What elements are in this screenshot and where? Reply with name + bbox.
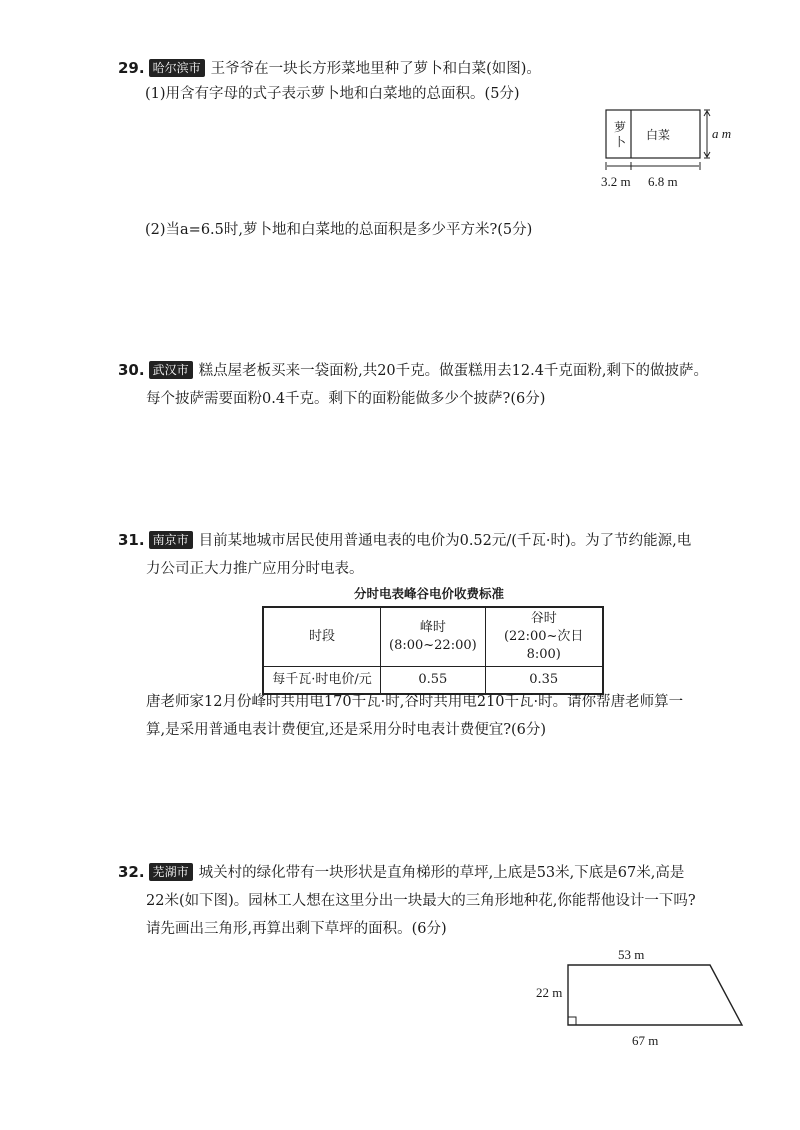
question-29-part-2: (2)当a=6.5时,萝卜地和白菜地的总面积是多少平方米?(5分) [145, 222, 533, 238]
price-table [262, 606, 604, 695]
question-text-line-1: 糕点屋老板买来一袋面粉,共20千克。做蛋糕用去12.4千克面粉,剩下的做披萨。 [198, 363, 709, 379]
header-valley [485, 607, 603, 667]
bottom-base-label: 67 m [632, 1033, 659, 1048]
width-radish-label: 3.2 m [601, 174, 631, 189]
question-text: 王爷爷在一块长方形菜地里种了萝卜和白菜(如图)。 [210, 61, 541, 77]
valley-time: (22:00~次日8:00) [503, 629, 584, 662]
question-29-part-1: (1)用含有字母的式子表示萝卜地和白菜地的总面积。(5分) [145, 86, 520, 102]
question-text-line-2: 每个披萨需要面粉0.4千克。剩下的面粉能做多少个披萨?(6分) [146, 391, 546, 407]
peak-price: 0.55 [381, 667, 486, 695]
cabbage-label: 白菜 [646, 128, 671, 142]
question-text-line-3: 请先画出三角形,再算出剩下草坪的面积。(6分) [146, 921, 447, 937]
question-32 [118, 858, 696, 943]
width-cabbage-label: 6.8 m [648, 174, 678, 189]
height-label: 22 m [536, 985, 563, 1000]
question-text-line-3: 唐老师家12月份峰时共用电170千瓦·时,谷时共用电210千瓦·时。请你帮唐老师算一 [146, 694, 684, 710]
peak-time: (8:00~22:00) [389, 638, 477, 653]
right-angle-mark [568, 1017, 576, 1025]
vegetable-field-figure [598, 100, 732, 200]
radish-label: 萝卜 [614, 120, 627, 149]
city-tag: 芜湖市 [149, 863, 193, 881]
city-tag: 武汉市 [149, 361, 193, 379]
city-tag: 南京市 [149, 531, 193, 549]
header-peak [381, 607, 486, 667]
question-31 [118, 526, 691, 583]
valley-name: 谷时 [530, 611, 557, 626]
question-30 [118, 356, 708, 413]
trapezoid-shape [568, 965, 742, 1025]
question-text-line-2: 22米(如下图)。园林工人想在这里分出一块最大的三角形地种花,你能帮他设计一下吗? [146, 893, 696, 909]
city-tag: 哈尔滨市 [149, 59, 205, 77]
height-label: a m [712, 126, 732, 141]
trapezoid-lawn-figure [530, 945, 750, 1055]
question-number: 30. [118, 361, 145, 379]
question-number: 31. [118, 531, 145, 549]
question-text-line-4: 算,是采用普通电表计费便宜,还是采用分时电表计费便宜?(6分) [146, 722, 547, 738]
row-label: 每千瓦·时电价/元 [263, 667, 381, 695]
question-text-line-1: 城关村的绿化带有一块形状是直角梯形的草坪,上底是53米,下底是67米,高是 [198, 865, 685, 881]
question-text-line-2: 力公司正大力推广应用分时电表。 [146, 561, 364, 577]
header-period: 时段 [263, 607, 381, 667]
question-31-continued [146, 688, 683, 744]
question-number: 29. [118, 59, 145, 77]
question-29 [118, 54, 541, 83]
price-table-title: 分时电表峰谷电价收费标准 [353, 586, 504, 601]
question-text-line-1: 目前某地城市居民使用普通电表的电价为0.52元/(千瓦·时)。为了节约能源,电 [198, 533, 692, 549]
top-base-label: 53 m [618, 947, 645, 962]
peak-name: 峰时 [419, 620, 446, 635]
valley-price: 0.35 [485, 667, 603, 695]
question-number: 32. [118, 863, 145, 881]
